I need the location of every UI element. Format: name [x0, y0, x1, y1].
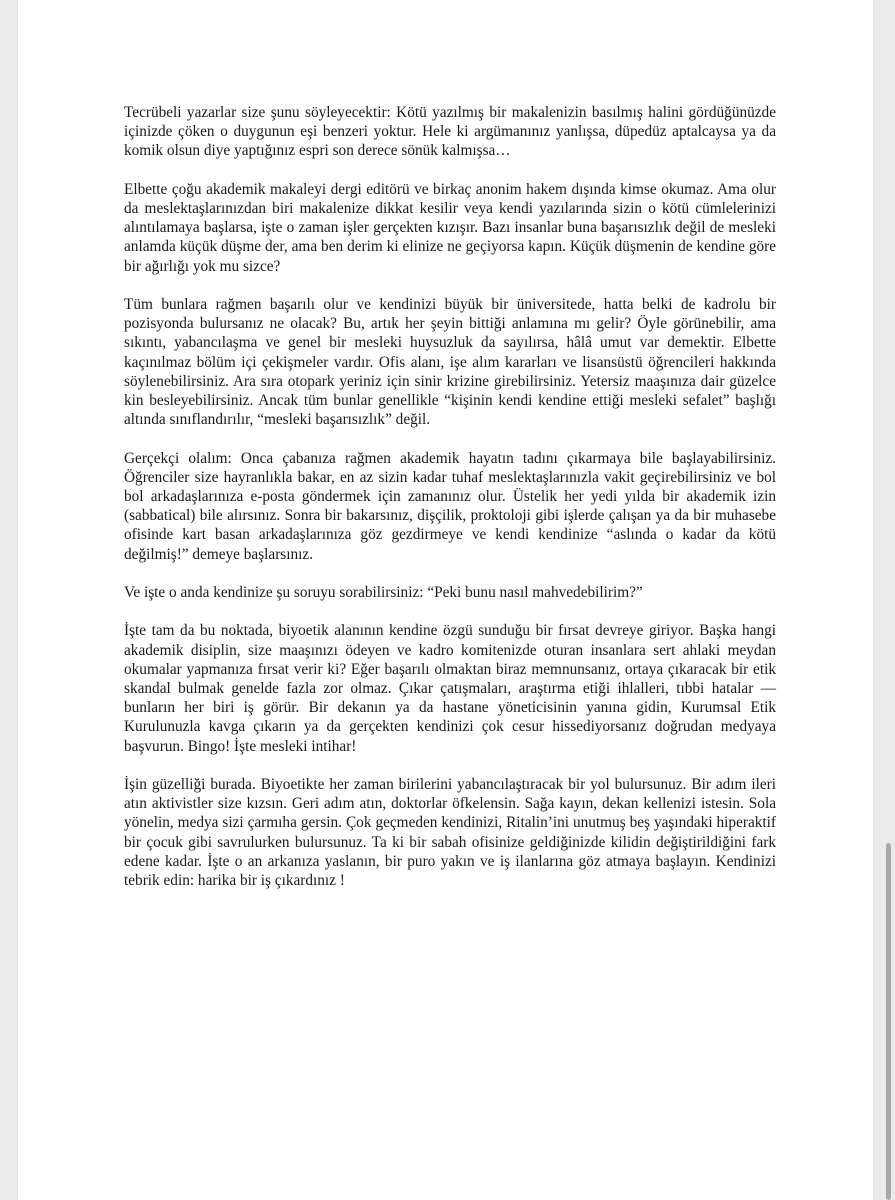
paragraph-6: İşte tam da bu noktada, biyoetik alanının kendine özgü sunduğu bir fırsat devreye giriyor. Başka hangi akademik disiplin, size maaşınızı ödeyen ve kadro komitenizde oturan insanlara sert ahlaki meydan okumalar yapmanıza fırsat verir ki? Eğer başarılı olmaktan biraz memnunsanız, ortaya çıkaracak bir etik skandal bulmak genelde fazla zor olmaz. Çıkar çatışmaları, araştırma etiği ihlalleri, tıbbi hatalar — bunların her biri iş görür. Bir dekanın ya da hastane yöneticisinin yanına gidin, Kurumsal Etik Kurulunuzla kavga çıkarın ya da gerçekten kendinizi çok cesur hissediyorsanız doğrudan medyaya başvurun. Bingo! İşte mesleki intihar! [124, 622, 776, 755]
paragraph-5: Ve işte o anda kendinize şu soruyu sorabilirsiniz: “Peki bunu nasıl mahvedebilirim?” [124, 584, 643, 602]
paragraph-2: Elbette çoğu akademik makaleyi dergi editörü ve birkaç anonim hakem dışında kimse okumaz. Ama olur da meslektaşlarınızdan biri makalenize dikkat kesilir veya kendi yazılarında sizin o kötü cümlelerinizi alıntılamaya başlarsa, işte o zaman işler gerçekten kızışır. Bazı insanlar buna başarısızlık değil de mesleki anlamda küçük düşme der, ama ben derim ki elinize ne geçiyorsa kapın. Küçük düşmenin de kendine göre bir ağırlığı yok mu sizce? [124, 180, 776, 275]
paragraph-7: İşin güzelliği burada. Biyoetikte her zaman birilerini yabancılaştıracak bir yol bulursunuz. Bir adım ileri atın aktivistler size kızsın. Geri adım atın, doktorlar öfkelensin. Sağa kayın, dekan kellenizi istesin. Sola yönelin, medya sizi çarmıha gersin. Çok geçmeden kendinizi, Ritalin’ini unutmuş beş yaşındaki hiperaktif bir çocuk gibi savrulurken bulursunuz. Ta ki bir sabah ofisinize geldiğinizde kilidin değiştirildiğini fark edene kadar. İşte o an arkanıza yaslanın, bir puro yakın ve iş ilanlarına göz atmaya başlayın. Kendinizi tebrik edin: harika bir iş çıkardınız ! [124, 776, 776, 890]
vertical-scrollbar[interactable] [883, 0, 891, 1200]
document-page [18, 0, 873, 1200]
paragraph-3: Tüm bunlara rağmen başarılı olur ve kendinizi büyük bir üniversitede, hatta belki de kadrolu bir pozisyonda bulursanız ne olacak? Bu, artık her şeyin bittiği anlamına mı gelir? Öyle görünebilir, ama sıkıntı, yabancılaşma ve genel bir mesleki huysuzluk da sayılırsa, hâlâ umut var demektir. Elbette kaçınılmaz bölüm içi çekişmeler vardır. Ofis alanı, işe alım kararları ve lisansüstü öğrencileri hakkında söylenebilirsiniz. Ara sıra otopark yeriniz için sinir krizine girebilirsiniz. Yetersiz maaşınıza dair güzelce kin besleyebilirsiniz. Ancak tüm bunlar genellikle “kişinin kendi kendine ettiği mesleki sefalet” başlığı altında sınıflandırılır, “mesleki başarısızlık” değil. [124, 296, 776, 429]
scrollbar-thumb[interactable] [886, 843, 891, 1200]
paragraph-1: Tecrübeli yazarlar size şunu söyleyecektir: Kötü yazılmış bir makalenizin basılmış halini gördüğünüzde içinizde çöken o duygunun eşi benzeri yoktur. Hele ki argümanınız yanlışsa, düpedüz aptalcaysa ya da komik olsun diye yaptığınız espri son derece sönük kalmışsa… [124, 104, 776, 160]
paragraph-4: Gerçekçi olalım: Onca çabanıza rağmen akademik hayatın tadını çıkarmaya bile başlayabilirsiniz. Öğrenciler size hayranlıkla bakar, en az sizin kadar tuhaf meslektaşlarınızla vakit geçirebilirsiniz ve bol bol arkadaşlarınıza e-posta göndermek için zamanınız olur. Üstelik her yedi yılda bir akademik izin (sabbatical) bile alırsınız. Sonra bir bakarsınız, dişçilik, proktoloji gibi işlerde çalışan ya da bir muhasebe ofisinde kart basan arkadaşlarınıza göz gezdirmeye ve kendi kendinize “aslında o kadar da kötü değilmiş!” demeye başlarsınız. [124, 449, 776, 563]
document-body [124, 103, 776, 909]
